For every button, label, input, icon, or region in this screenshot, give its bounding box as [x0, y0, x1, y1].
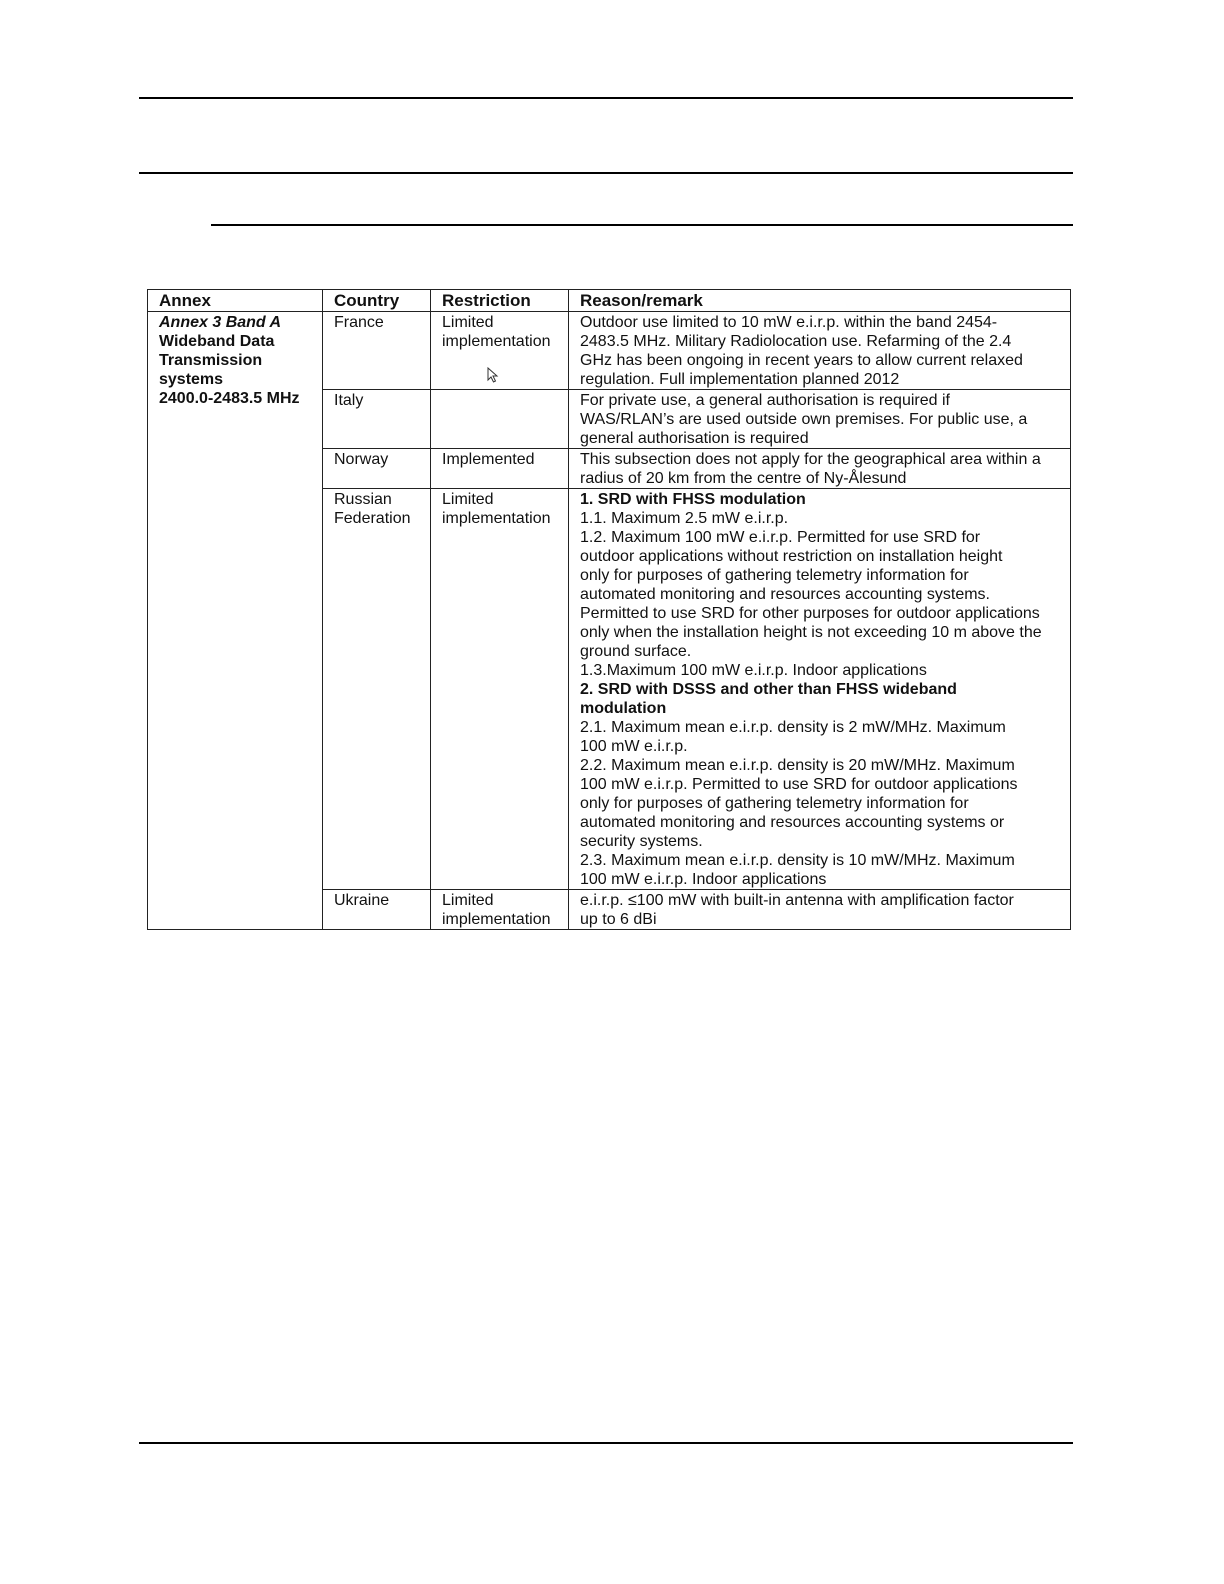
country-cell: France [323, 312, 431, 390]
header-rule-bottom [211, 224, 1073, 226]
remark-cell [569, 890, 1071, 930]
country-line: Russian [334, 491, 392, 508]
remark-line: radius of 20 km from the centre of Ny-Ålesund [580, 470, 907, 487]
remark-line: 2.1. Maximum mean e.i.r.p. density is 2 mW/MHz. Maximum [580, 719, 1006, 736]
country-cell: Italy [323, 390, 431, 449]
remark-heading: 2. SRD with DSSS and other than FHSS wideband [580, 681, 957, 698]
table-row [148, 312, 1071, 390]
header-country: Country [323, 290, 431, 312]
table-header-row [148, 290, 1071, 312]
restriction-cell [431, 390, 569, 449]
restriction-cell: Limited implementation [431, 489, 569, 890]
remark-line: 2483.5 MHz. Military Radiolocation use. Refarming of the 2.4 [580, 333, 1012, 350]
remark-cell [569, 312, 1071, 390]
remark-line: 1.2. Maximum 100 mW e.i.r.p. Permitted for use SRD for [580, 529, 981, 546]
mouse-pointer-icon [487, 367, 499, 383]
remark-line: general authorisation is required [580, 430, 809, 447]
header-rule-top [139, 97, 1073, 99]
country-cell: Norway [323, 449, 431, 489]
remark-line: Permitted to use SRD for other purposes for outdoor applications [580, 605, 1040, 622]
annex-cell [148, 312, 323, 930]
header-rule-middle [139, 172, 1073, 174]
header-restriction: Restriction [431, 290, 569, 312]
remark-line: only for purposes of gathering telemetry information for [580, 795, 969, 812]
remark-line: WAS/RLAN’s are used outside own premises. For public use, a [580, 411, 1028, 428]
annex-title: Annex 3 Band A [159, 314, 282, 331]
remark-cell [569, 489, 1071, 890]
annex-frequency-band: 2400.0-2483.5 MHz [159, 390, 300, 407]
restriction-cell: Limited implementation [431, 890, 569, 930]
remark-heading: modulation [580, 700, 667, 717]
remark-line: ground surface. [580, 643, 692, 660]
annex-line: Transmission [159, 352, 263, 369]
remark-line: Outdoor use limited to 10 mW e.i.r.p. within the band 2454- [580, 314, 998, 331]
remark-line: automated monitoring and resources accounting systems. [580, 586, 990, 603]
remark-line: 100 mW e.i.r.p. [580, 738, 688, 755]
remark-line: security systems. [580, 833, 703, 850]
remark-line: up to 6 dBi [580, 911, 657, 928]
remark-line: GHz has been ongoing in recent years to allow current relaxed [580, 352, 1023, 369]
annex-restrictions-table [147, 289, 1071, 930]
restriction-cell: Implemented [431, 449, 569, 489]
header-reason-remark: Reason/remark [569, 290, 1071, 312]
remark-line: only for purposes of gathering telemetry information for [580, 567, 969, 584]
country-line: Federation [334, 510, 411, 527]
remark-line: This subsection does not apply for the geographical area within a [580, 451, 1041, 468]
country-cell: Ukraine [323, 890, 431, 930]
remark-line: 2.2. Maximum mean e.i.r.p. density is 20 mW/MHz. Maximum [580, 757, 1015, 774]
remark-line: regulation. Full implementation planned 2012 [580, 371, 900, 388]
header-annex: Annex [148, 290, 323, 312]
remark-line: 100 mW e.i.r.p. Permitted to use SRD for outdoor applications [580, 776, 1018, 793]
restriction-cell: Limited implementation [431, 312, 569, 390]
country-cell [323, 489, 431, 890]
remark-line: For private use, a general authorisation is required if [580, 392, 950, 409]
remark-line: 1.3.Maximum 100 mW e.i.r.p. Indoor applications [580, 662, 927, 679]
remark-heading: 1. SRD with FHSS modulation [580, 491, 806, 508]
remark-cell [569, 390, 1071, 449]
remark-line: 100 mW e.i.r.p. Indoor applications [580, 871, 827, 888]
remark-line: only when the installation height is not exceeding 10 m above the [580, 624, 1042, 641]
remark-line: 2.3. Maximum mean e.i.r.p. density is 10 mW/MHz. Maximum [580, 852, 1015, 869]
remark-line: outdoor applications without restriction on installation height [580, 548, 1003, 565]
footer-rule [139, 1442, 1073, 1444]
remark-line: automated monitoring and resources accounting systems or [580, 814, 1005, 831]
annex-line: Wideband Data [159, 333, 275, 350]
remark-line: 1.1. Maximum 2.5 mW e.i.r.p. [580, 510, 789, 527]
remark-cell [569, 449, 1071, 489]
annex-line: systems [159, 371, 224, 388]
remark-line: e.i.r.p. ≤100 mW with built-in antenna with amplification factor [580, 892, 1014, 909]
